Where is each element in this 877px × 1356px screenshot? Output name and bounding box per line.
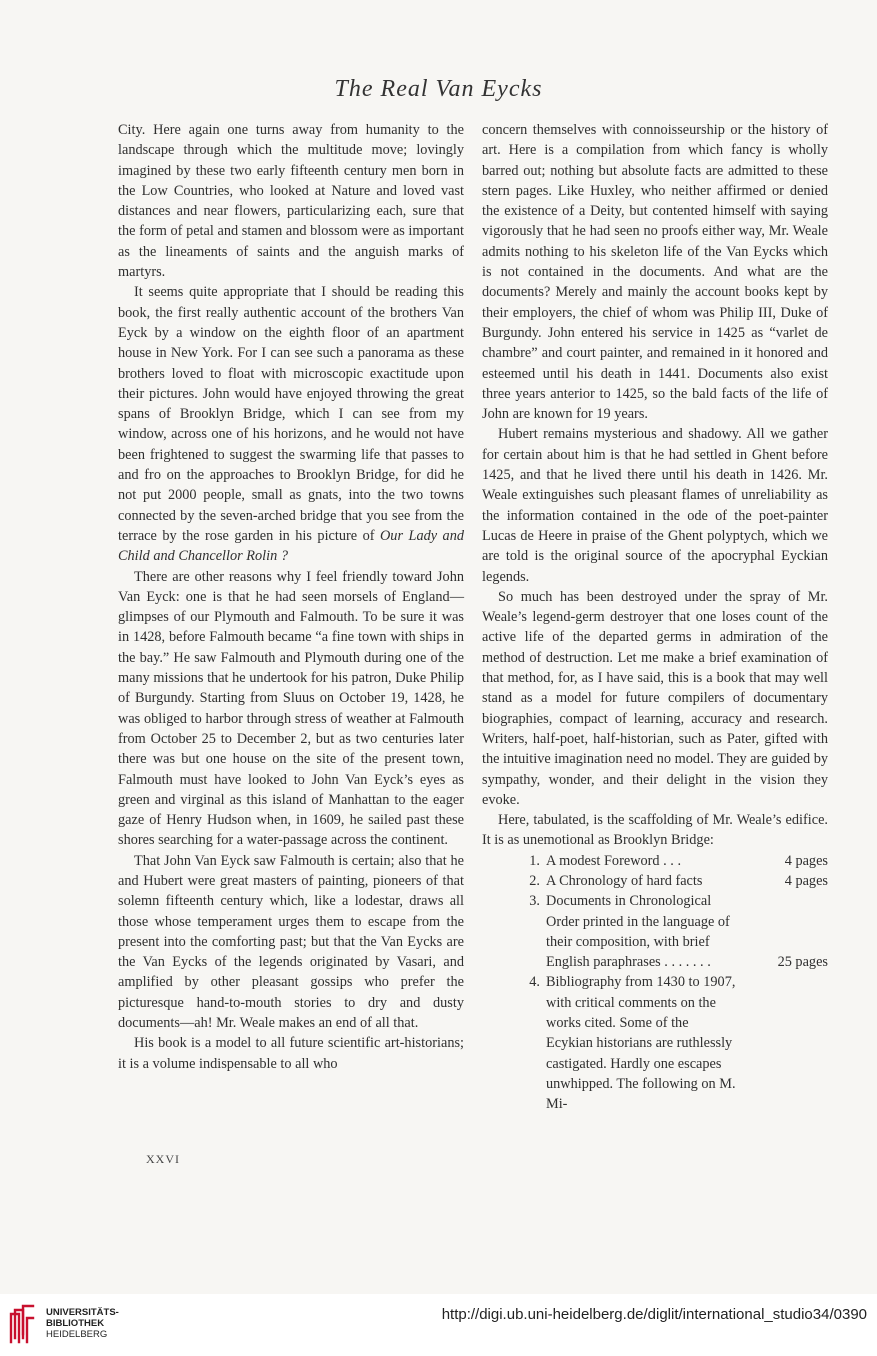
painting-title: Our Lady and Child and Chancellor Rolin ? <box>118 527 464 565</box>
item-text: Bibliography from 1430 to 1907, with critical comments on the works cited. Some of the Ecykian historians are ruthlessly castigated. Hardly one escapes unwhipped. The following on M. Mi- <box>546 974 736 1113</box>
item-text: Documents in Chronological Order printed in the language of their composition, with brief English paraphrases . . . . . . . <box>546 893 730 971</box>
item-text: A Chronology of hard facts <box>546 872 703 889</box>
right-column <box>482 120 828 1115</box>
paragraph: Hubert remains mysterious and shadowy. All we gather for certain about him is that he had settled in Ghent before 1425, and that he lived there until his death in 1426. Mr. Weale extinguishes such pleasant flames of unreliability as the information contained in the ode of the poet-painter Lucas de Heere in praise of the Ghent polyptych, which we are told is the original source of the apocryphal Eyckian legends. <box>482 426 828 585</box>
paragraph: His book is a model to all future scientific art-historians; it is a volume indispensable to all who <box>118 1035 464 1072</box>
item-number: 2. <box>529 872 540 889</box>
page-number: XXVI <box>146 1152 180 1166</box>
contents-item <box>482 972 828 1114</box>
paragraph: That John Van Eyck saw Falmouth is certain; also that he and Hubert were great masters of painting, pioneers of that solemn fifteenth century which, like a lodestar, draws all those whose temperament urges them to escape from the present into the comforting past; but that the Van Eycks are the Van Eycks of the legends originated by Vasari, and amplified by other pleasant gossips who prefer the picturesque hand-to-mouth stories to dry and dusty documents—ah! Mr. Weale makes an end of all that. <box>118 852 464 1032</box>
source-url-link[interactable]: http://digi.ub.uni-heidelberg.de/diglit/international_studio34/0390 <box>441 1306 867 1323</box>
library-name-line: BIBLIOTHEK <box>46 1318 105 1329</box>
library-logo-icon <box>8 1304 36 1344</box>
item-pages: 4 pages <box>784 872 828 889</box>
paragraph: City. Here again one turns away from humanity to the landscape through which the multitude move; lovingly imagined by these two early fifteenth century men born in the Low Countries, who looked at Nature and loved vast distances and near flowers, particularizing each, sure that the form of petal and stamen and blossom were as important as the lineaments of saints and the anguish marks of martyrs. <box>118 122 464 281</box>
contents-item <box>482 871 828 891</box>
item-pages: 4 pages <box>784 852 828 869</box>
item-number: 3. <box>529 893 540 910</box>
footer-bar <box>0 1294 877 1356</box>
paragraph: So much has been destroyed under the spray of Mr. Weale’s legend-germ destroyer that one loses count of the active life of the departed germs in admiration of the method of destruction. Let me make a brief examination of that method, for, as I have said, this is a book that may well stand as a model for future compilers of documentary biographies, compact of learning, accuracy and research. Writers, half-poet, half-historian, such as Pater, gifted with the intuitive imagination need no model. They are guided by sympathy, wonder, and their delight in the vision they evoke. <box>482 588 828 808</box>
library-name-line: HEIDELBERG <box>46 1329 108 1340</box>
paragraph <box>118 282 464 566</box>
contents-item <box>482 891 828 972</box>
item-number: 1. <box>529 852 540 869</box>
left-column <box>118 120 464 1074</box>
item-text: A modest Foreword . . . <box>546 852 682 869</box>
paragraph: concern themselves with connoisseurship or the history of art. Here is a compilation from which fancy is wholly barred out; nothing but absolute facts are admitted to these stern pages. Like Huxley, who neither affirmed or denied the existence of a Deity, but contented himself with saying vigorously that he had seen no proofs either way, Mr. Weale admits nothing to his skeleton life of the Van Eycks which is not contained in the documents. And what are the documents? Merely and mainly the account books kept by their employers, the chief of whom was Philip III, Duke of Burgundy. John entered his service in 1425 as “varlet de chambre” and court painter, and remained in it honored and esteemed until his death in 1441. Documents also exist three years anterior to 1425, so the bald facts of the life of John are known for 19 years. <box>482 122 828 423</box>
library-name-line: UNIVERSITÄTS- <box>46 1307 119 1318</box>
item-number: 4. <box>529 974 540 991</box>
contents-item <box>482 851 828 871</box>
contents-list <box>482 851 828 1115</box>
item-pages: 25 pages <box>777 954 828 971</box>
paragraph-text: It seems quite appropriate that I should be reading this book, the first really authentic account of the brothers Van Eyck by a window on the eighth floor of an apartment house in New York. For I can see such a panorama as these brothers loved to float with microscopic exactitude upon their pictures. John would have enjoyed throwing the great spans of Brooklyn Bridge, which I can see from my window, across one of his horizons, and he would not have been frightened to suggest the swarming life that passes to and fro on the approaches to Brooklyn Bridge, for did he not put 2000 people, small as gnats, into the two towns connected by the seven-arched bridge that you see from the terrace by the rose garden in his picture of <box>118 284 464 544</box>
paragraph: There are other reasons why I feel friendly toward John Van Eyck: one is that he had seen morsels of England—glimpses of our Plymouth and Falmouth. To be sure it was in 1428, before Falmouth became “a fine town with ships in the bay.” He saw Falmouth and Plymouth during one of the many missions that he undertook for his patron, Duke Philip of Burgundy. Starting from Sluus on October 19, 1428, he was obliged to harbor through stress of weather at Falmouth from October 25 to December 2, but as two centuries later there was but one house on the site of the present town, Falmouth must have looked to John Van Eyck’s eyes as green and virginal as this island of Manhattan to the eager gaze of Henry Hudson when, in 1609, he sailed past these shores searching for a water-passage across the continent. <box>118 568 464 849</box>
library-name <box>46 1307 119 1340</box>
running-head: The Real Van Eycks <box>334 76 543 102</box>
paragraph: Here, tabulated, is the scaffolding of Mr. Weale’s edifice. It is as unemotional as Brooklyn Bridge: <box>482 812 828 849</box>
